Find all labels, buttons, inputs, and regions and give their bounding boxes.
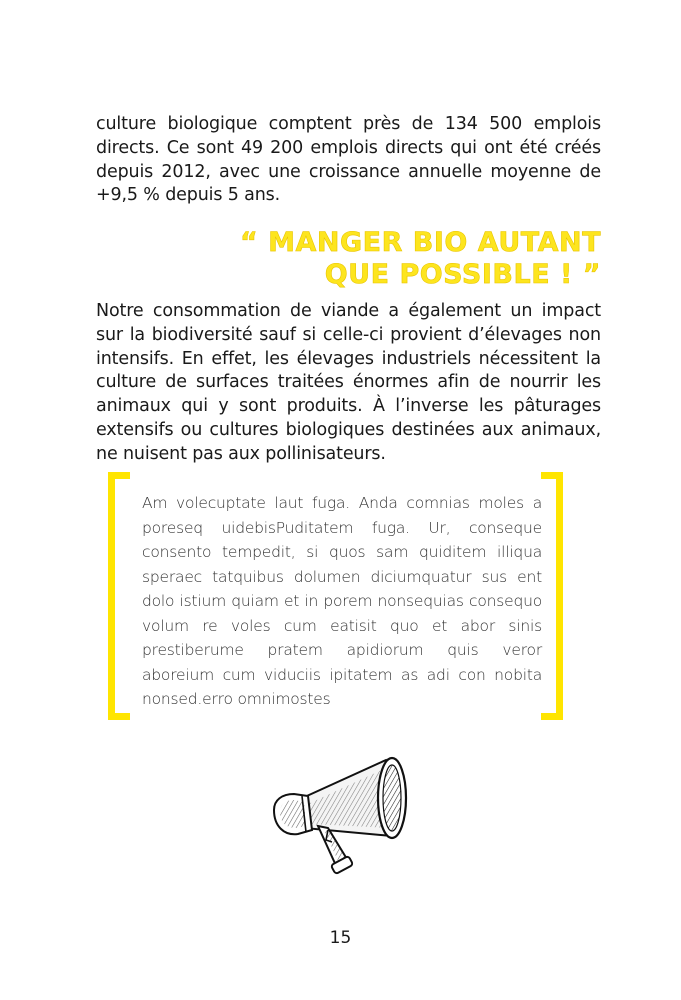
body-paragraph-2: Notre consommation de viande a également un impact sur la biodiversité sauf si celle-ci provient d’élevages non intensifs. En effet, les élevages industriels nécessitent la culture de surfaces traitées énormes afin de nourrir les animaux qui y sont produits. À l’inverse les pâturages extensifs ou cultures biologiques destinées aux animaux, ne nuisent pas aux pollinisateurs.: [96, 301, 601, 464]
pull-heading-line-1: “ MANGER BIO AUTANT: [239, 227, 601, 258]
pull-heading-line-2: QUE POSSIBLE ! ”: [324, 259, 601, 290]
page-number: 15: [329, 928, 352, 948]
megaphone-icon: [268, 748, 428, 876]
right-bracket: [541, 472, 563, 720]
pull-heading: [240, 227, 601, 291]
left-bracket: [108, 472, 130, 720]
body-paragraph-1: culture biologique comptent près de 134 500 emplois directs. Ce sont 49 200 emplois directs qui ont été créés depuis 2012, avec une croissance annuelle moyenne de +9,5 % depuis 5 ans.: [96, 114, 601, 206]
quote-text: Am volecuptate laut fuga. Anda comnias moles a poreseq uidebisPuditatem fuga. Ur, conseque consento tempedit, si quos sam quiditem illiqua speraec tatquibus dolumen diciumquatur sus ent dolo istium quiam et in porem nonsequias consequo volum re voles cum eatisit quo et abor sinis prestiberume pratem apidiorum quis veror aboreium cum viduciis ipitatem as adi con nobita nonsed.erro omnimostes: [142, 494, 542, 708]
